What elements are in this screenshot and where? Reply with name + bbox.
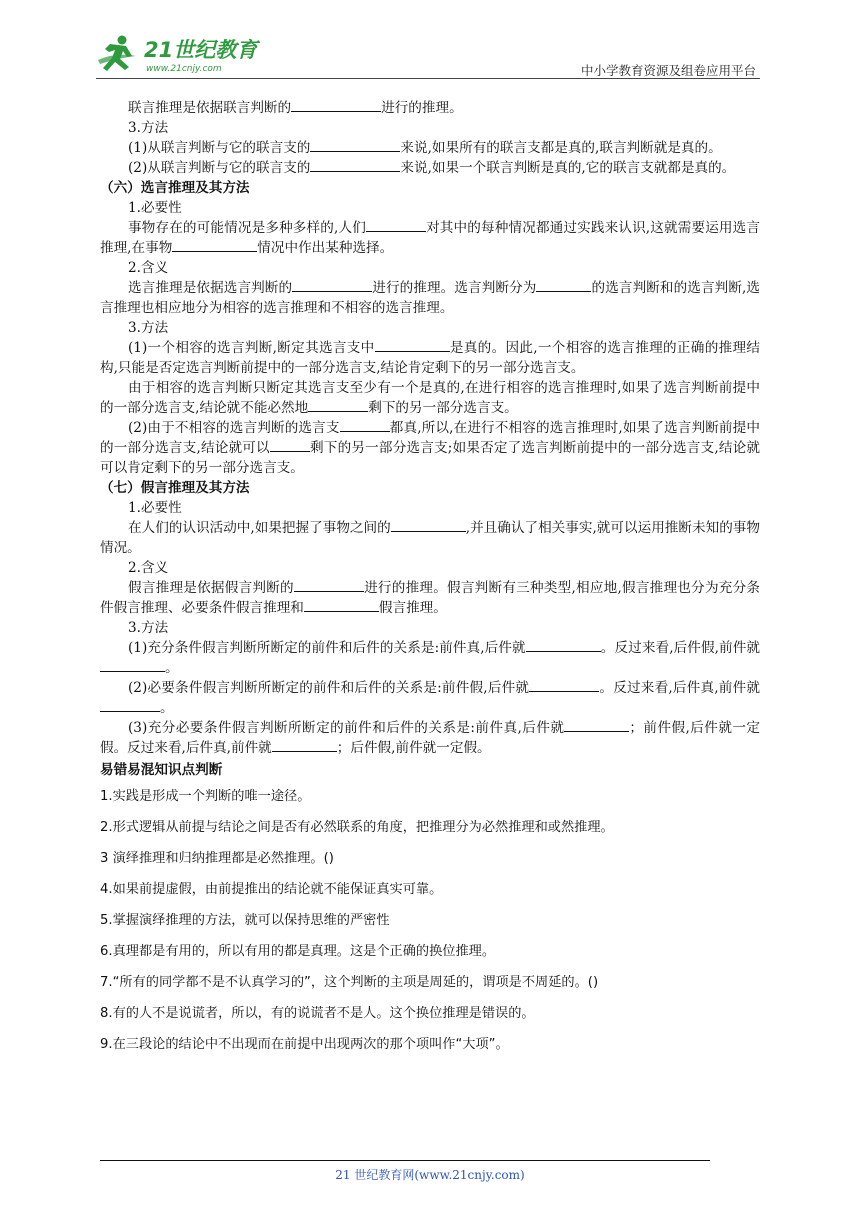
judge-item: 5.掌握演绎推理的方法，就可以保持思维的严密性 [100,913,390,928]
para: 事物存在的可能情况是多种多样的,人们 对其中的每种情况都通过实践来认识,这就需要运用选言推理,在事物 情况中作出某种选择。 [100,220,760,256]
para: 1.必要性 [128,500,182,516]
fill-blank[interactable] [308,398,368,412]
fill-blank[interactable] [291,98,381,112]
footer-text[interactable]: 21 世纪教育网(www.21cnjy.com) [335,1168,525,1182]
para: 2.含义 [128,260,169,276]
fill-blank[interactable] [375,338,450,352]
fill-blank[interactable] [100,658,165,672]
judge-item: 7.“所有的同学都不是不认真学习的”，这个判断的主项是周延的，谓项是不周延的。() [100,975,599,990]
fill-blank[interactable] [310,138,400,152]
section-heading: （六）选言推理及其方法 [100,180,250,196]
para: 3.方法 [128,120,169,136]
judge-item: 1.实践是形成一个判断的唯一途径。 [100,789,311,804]
para: (2)从联言判断与它的联言支的 来说,如果一个联言判断是真的,它的联言支就都是真的。 [128,160,736,176]
fill-blank[interactable] [529,678,599,692]
fill-blank[interactable] [340,418,390,432]
document-body [100,98,760,1065]
fill-blank[interactable] [310,158,400,172]
para: (2)必要条件假言判断所断定的前件和后件的关系是:前件假,后件就 。反过来看,后件真,前件就。 [100,678,760,718]
fill-blank[interactable] [564,718,629,732]
judge-item: 4.如果前提虚假，由前提推出的结论就不能保证真实可靠。 [100,882,443,897]
para: 在人们的认识活动中,如果把握了事物之间的 ,并且确认了相关事实,就可以运用推断未知的事物情况。 [100,520,761,556]
logo-text: 21世纪教育 [144,38,258,62]
fill-blank[interactable] [172,238,257,252]
para: (3)充分必要条件假言判断所断定的前件和后件的关系是:前件真,后件就 ；前件假,后件就一定假。反过来看,后件真,前件就 ；后件假,前件就一定假。 [100,720,760,756]
para: 3.方法 [128,620,169,636]
fill-blank[interactable] [272,738,337,752]
logo-url: www.21cnjy.com [146,64,222,74]
page-header [96,30,760,80]
para: (1)一个相容的选言判断,断定其选言支中 是真的。因此,一个相容的选言推理的正确的推理结构,只能是否定选言判断前提中的一部分选言支,结论肯定剩下的另一部分选言支。 [100,340,760,376]
para: (1)充分条件假言判断所断定的前件和后件的关系是:前件真,后件就 。反过来看,后件假,前件就。 [100,638,760,678]
para: 2.含义 [128,560,169,576]
fill-blank[interactable] [366,218,426,232]
fill-blank[interactable] [270,438,310,452]
para: 联言推理是依据联言判断的 进行的推理。 [128,100,463,116]
para: 由于相容的选言判断只断定其选言支至少有一个是真的,在进行相容的选言推理时,如果了选言判断前提中的一部分选言支,结论就不能必然地 剩下的另一部分选言支。 [100,380,760,416]
fill-blank[interactable] [391,518,466,532]
header-rule [96,78,760,79]
logo-21cnjy [96,32,266,76]
fill-blank[interactable] [526,638,601,652]
fill-blank[interactable] [294,578,364,592]
fill-blank[interactable] [304,598,379,612]
fill-blank[interactable] [536,278,591,292]
para: 选言推理是依据选言判断的 进行的推理。选言判断分为 的选言判断和的选言判断,选言推理也相应地分为相容的选言推理和不相容的选言推理。 [100,280,761,316]
judge-item: 8.有的人不是说谎者，所以，有的说谎者不是人。这个换位推理是错误的。 [100,1006,535,1021]
judge-item: 3 演绎推理和归纳推理都是必然推理。() [100,851,334,866]
para: 1.必要性 [128,200,182,216]
footer-rule [100,1160,710,1161]
judge-item: 6.真理都是有用的，所以有用的都是真理。这是个正确的换位推理。 [100,944,496,959]
para: (2)由于不相容的选言判断的选言支 都真,所以,在进行不相容的选言推理时,如果了选言判断前提中的一部分选言支,结论就可以 剩下的另一部分选言支;如果否定了选言判断前提中的一部分选言支,结论就可以肯定剩下的另一部分选言支。 [100,420,760,476]
fill-blank[interactable] [292,278,372,292]
fill-blank[interactable] [100,698,160,712]
judge-item: 9.在三段论的结论中不出现而在前提中出现两次的那个项叫作“大项”。 [100,1037,509,1052]
section-heading: （七）假言推理及其方法 [100,480,250,496]
para: 3.方法 [128,320,169,336]
judge-item: 2.形式逻辑从前提与结论之间是否有必然联系的角度，把推理分为必然推理和或然推理。 [100,820,614,835]
para: (1)从联言判断与它的联言支的 来说,如果所有的联言支都是真的,联言判断就是真的。 [128,140,722,156]
para: 假言推理是依据假言判断的 进行的推理。假言判断有三种类型,相应地,假言推理也分为充分条件假言推理、必要条件假言推理和 假言推理。 [100,580,761,616]
judge-section-title: 易错易混知识点判断 [100,762,223,778]
platform-name: 中小学教育资源及组卷应用平台 [580,63,756,78]
